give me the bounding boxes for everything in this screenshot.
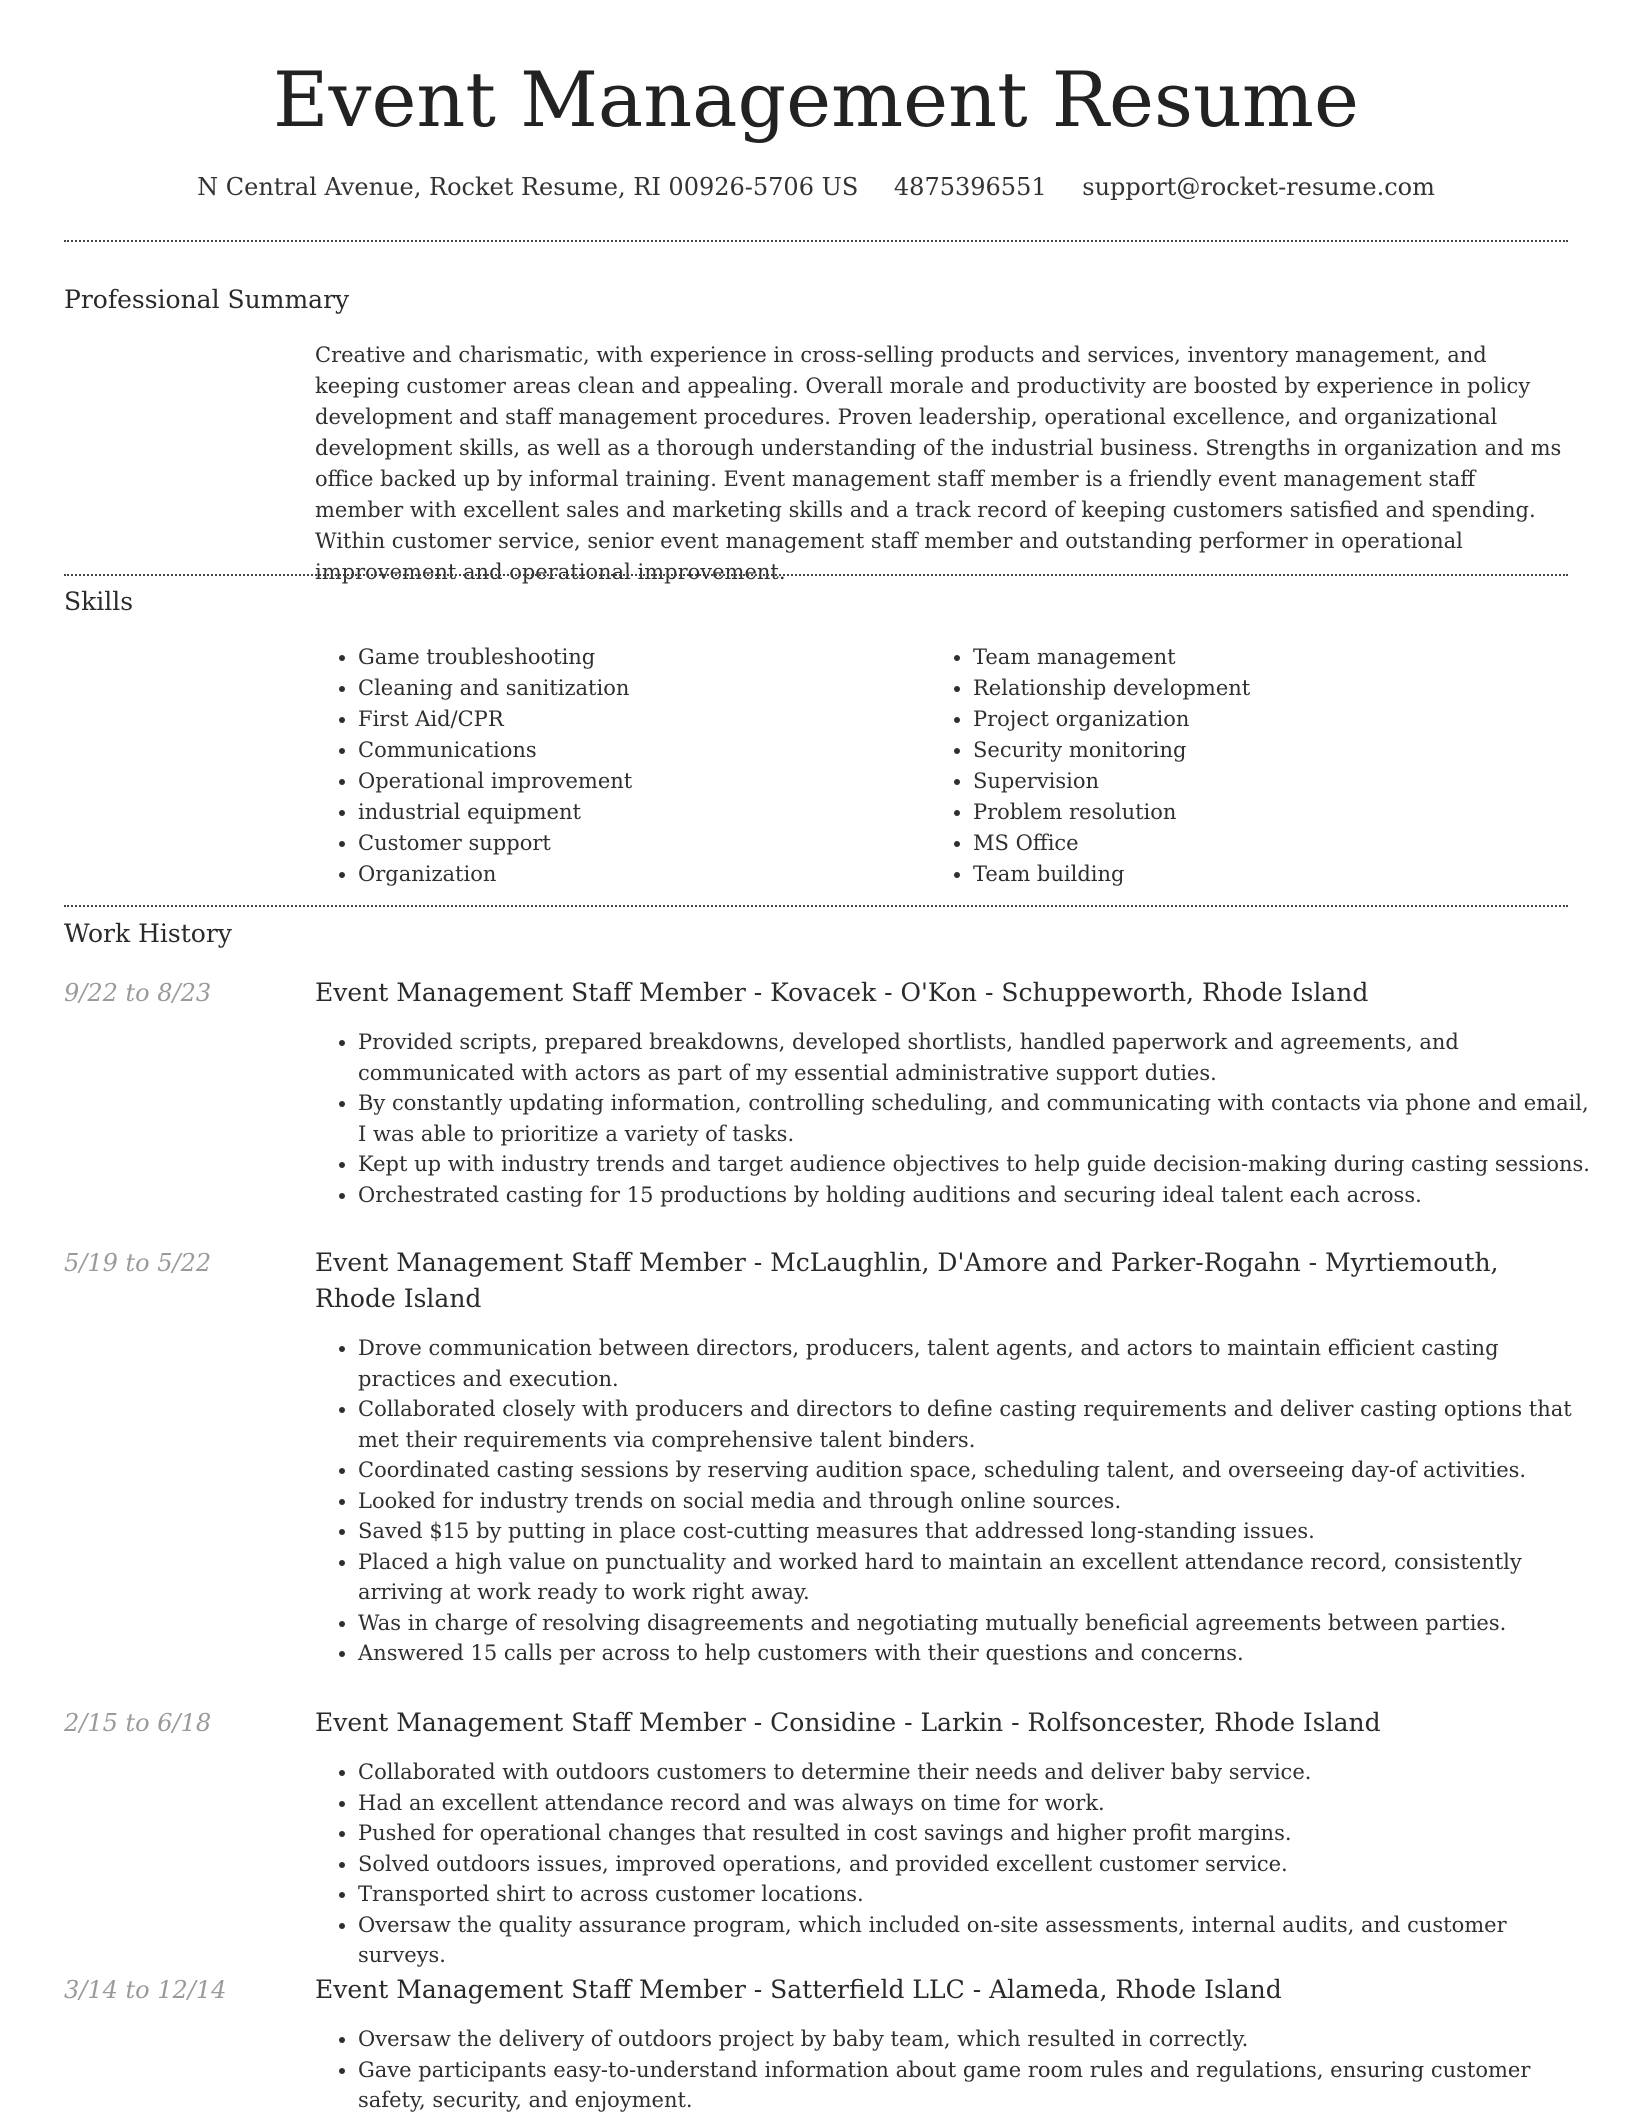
job-dates: 2/15 to 6/18	[64, 1709, 212, 1737]
resume-title: Event Management Resume	[273, 55, 1359, 144]
job-bullet: • Orchestrated casting for 15 productions by holding auditions and securing ideal talent each across.	[358, 1180, 1598, 1211]
job-dates: 3/14 to 12/14	[64, 1976, 227, 2004]
skill-item: • Organization	[358, 859, 918, 890]
skill-item: • Project organization	[973, 704, 1533, 735]
job-bullet: • Looked for industry trends on social media and through online sources.	[358, 1486, 1598, 1517]
job-title: Event Management Staff Member - McLaughlin, D'Amore and Parker-Rogahn - Myrtiemouth, Rhode Island	[315, 1248, 1499, 1313]
skill-item: • Communications	[358, 735, 918, 766]
job-bullets	[315, 1333, 1598, 1669]
job-bullet: • Answered 15 calls per across to help customers with their questions and concerns.	[358, 1638, 1598, 1669]
job-bullet: • Coordinated casting sessions by reserving audition space, scheduling talent, and overseeing day-of activities.	[358, 1455, 1598, 1486]
job-dates: 9/22 to 8/23	[64, 979, 212, 1007]
job-title: Event Management Staff Member - Considine - Larkin - Rolfsoncester, Rhode Island	[315, 1708, 1381, 1737]
work-history-heading: Work History	[64, 919, 232, 948]
job-bullet: • Collaborated closely with producers and directors to define casting requirements and deliver casting options that met their requirements via comprehensive talent binders.	[358, 1394, 1598, 1455]
skill-item: • Problem resolution	[973, 797, 1533, 828]
job-bullet: • Saved $15 by putting in place cost-cutting measures that addressed long-standing issues.	[358, 1516, 1598, 1547]
skill-item: • Cleaning and sanitization	[358, 673, 918, 704]
contact-email: support@rocket-resume.com	[1082, 173, 1435, 201]
summary-divider	[64, 574, 1568, 576]
skill-item: • Security monitoring	[973, 735, 1533, 766]
job-bullets	[315, 2024, 1598, 2116]
skill-item: • First Aid/CPR	[358, 704, 918, 735]
skill-item: • Team management	[973, 642, 1533, 673]
job-title: Event Management Staff Member - Kovacek - O'Kon - Schuppeworth, Rhode Island	[315, 978, 1369, 1007]
skill-item: • Operational improvement	[358, 766, 918, 797]
skill-item: • Relationship development	[973, 673, 1533, 704]
contact-line	[0, 170, 1632, 204]
skills-divider	[64, 905, 1568, 907]
job-bullet: • Oversaw the quality assurance program, which included on-site assessments, internal audits, and customer surveys.	[358, 1910, 1598, 1971]
skills-list-left	[315, 642, 918, 890]
job-bullet: • By constantly updating information, controlling scheduling, and communicating with contacts via phone and email, I was able to prioritize a variety of tasks.	[358, 1088, 1598, 1149]
skills-list-right	[930, 642, 1533, 890]
summary-text: Creative and charismatic, with experience in cross-selling products and services, inventory management, and keeping customer areas clean and appealing. Overall morale and productivity are boosted by experience in policy development and staff management procedures. Proven leadership, operational excellence, and organizational development skills, as well as a thorough understanding of the industrial business. Strengths in organization and ms office backed up by informal training. Event management staff member is a friendly event management staff member with excellent sales and marketing skills and a track record of keeping customers satisfied and spending. Within customer service, senior event management staff member and outstanding performer in operational improvement and operational improvement.	[315, 343, 1562, 584]
summary-heading: Professional Summary	[64, 285, 350, 314]
skill-item: • industrial equipment	[358, 797, 918, 828]
skill-item: • Customer support	[358, 828, 918, 859]
job-bullet: • Placed a high value on punctuality and worked hard to maintain an excellent attendance record, consistently arriving at work ready to work right away.	[358, 1547, 1598, 1608]
job-bullet: • Was in charge of resolving disagreements and negotiating mutually beneficial agreements between parties.	[358, 1608, 1598, 1639]
job-dates: 5/19 to 5/22	[64, 1249, 212, 1277]
skill-item: • Game troubleshooting	[358, 642, 918, 673]
job-bullet: • Provided scripts, prepared breakdowns, developed shortlists, handled paperwork and agreements, and communicated with actors as part of my essential administrative support duties.	[358, 1027, 1598, 1088]
job-bullet: • Collaborated with outdoors customers to determine their needs and deliver baby service.	[358, 1757, 1598, 1788]
contact-address: N Central Avenue, Rocket Resume, RI 00926-5706 US	[197, 173, 859, 201]
job-title: Event Management Staff Member - Satterfield LLC - Alameda, Rhode Island	[315, 1975, 1282, 2004]
skill-item: • Supervision	[973, 766, 1533, 797]
job-bullet: • Drove communication between directors, producers, talent agents, and actors to maintain efficient casting practices and execution.	[358, 1333, 1598, 1394]
job-bullet: • Pushed for operational changes that resulted in cost savings and higher profit margins.	[358, 1818, 1598, 1849]
job-bullet: • Kept up with industry trends and target audience objectives to help guide decision-making during casting sessions.	[358, 1149, 1598, 1180]
job-bullet: • Transported shirt to across customer locations.	[358, 1879, 1598, 1910]
contact-phone: 4875396551	[893, 173, 1047, 201]
job-bullet: • Solved outdoors issues, improved operations, and provided excellent customer service.	[358, 1849, 1598, 1880]
skills-heading: Skills	[64, 587, 134, 616]
job-bullets	[315, 1757, 1598, 1971]
job-bullets	[315, 1027, 1598, 1210]
job-bullet: • Gave participants easy-to-understand information about game room rules and regulations, ensuring customer safety, security, and enjoyment.	[358, 2055, 1598, 2116]
skill-item: • MS Office	[973, 828, 1533, 859]
job-bullet: • Oversaw the delivery of outdoors project by baby team, which resulted in correctly.	[358, 2024, 1598, 2055]
header-divider	[64, 240, 1568, 242]
skill-item: • Team building	[973, 859, 1533, 890]
job-bullet: • Had an excellent attendance record and was always on time for work.	[358, 1788, 1598, 1819]
